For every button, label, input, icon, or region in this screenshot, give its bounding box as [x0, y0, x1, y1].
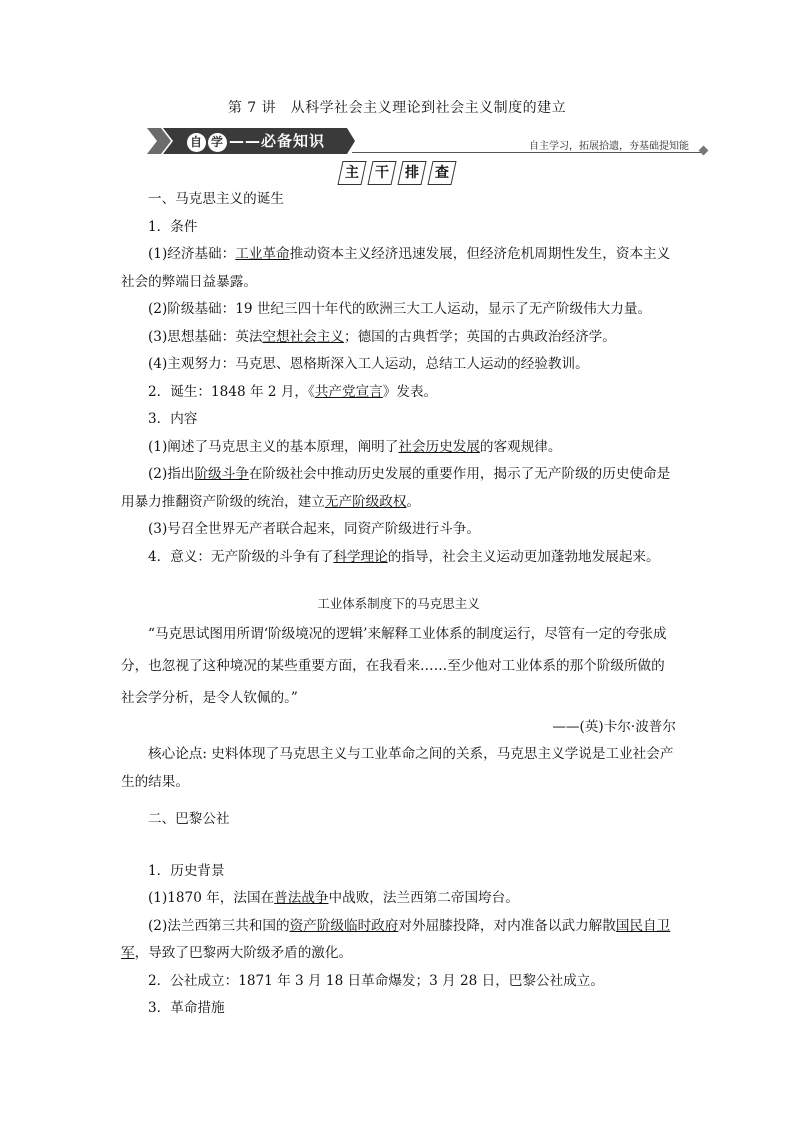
banner-label — [187, 130, 325, 152]
underlined-term: 空想社会主义 — [262, 328, 344, 345]
section-2 — [121, 806, 676, 1023]
quote-block — [121, 590, 676, 796]
subheading: 3．革命措施 — [148, 1000, 225, 1016]
underlined-term: 阶级斗争 — [194, 466, 249, 482]
section-banner — [147, 126, 707, 156]
core-argument: 核心论点: 史料体现了马克思主义与工业革命之间的关系，马克思主义学说是工业社会产生的结果。 — [121, 746, 674, 790]
section-heading: 一、马克思主义的诞生 — [148, 191, 284, 207]
underlined-term: 社会历史发展 — [398, 438, 480, 455]
underlined-term: 共产党宣言 — [314, 383, 383, 400]
banner-divider — [352, 152, 703, 153]
paragraph: (2)法兰西第三共和国的资产阶级临时政府对外屈膝投降，对内准备以武力解散国民自卫军，导致了巴黎两大阶级矛盾的激化。 — [121, 917, 671, 961]
banner-text: ——必备知识 — [229, 132, 326, 150]
diamond-icon — [699, 146, 709, 156]
underlined-term: 普法战争 — [274, 890, 329, 906]
subheading: 1．条件 — [148, 218, 198, 235]
banner-circle-1: 自 — [187, 133, 206, 152]
tab-cha: 查 — [427, 161, 456, 185]
section-tabs — [0, 161, 794, 185]
tab-pai: 排 — [397, 161, 426, 185]
paragraph: (4)主观努力：马克思、恩格斯深入工人运动，总结工人运动的经验教训。 — [148, 356, 589, 372]
paragraph: (2)指出阶级斗争在阶级社会中推动历史发展的重要作用，揭示了无产阶级的历史使命是用暴力推翻资产阶级的统治，建立无产阶级政权。 — [121, 466, 671, 510]
paragraph: 4．意义：无产阶级的斗争有了科学理论的指导，社会主义运动更加蓬勃地发展起来。 — [148, 548, 660, 565]
paragraph: 2．公社成立：1871 年 3 月 18 日革命爆发；3 月 28 日，巴黎公社成立。 — [148, 972, 604, 989]
quote-source: ——(英)卡尔·波普尔 — [552, 718, 676, 735]
subheading: 1．历史背景 — [148, 862, 225, 879]
tab-zhu: 主 — [337, 161, 366, 185]
paragraph: 2．诞生：1848 年 2 月，《共产党宣言》发表。 — [148, 383, 438, 400]
underlined-term: 国民自卫军 — [121, 917, 671, 961]
underlined-term: 资产阶级临时政府 — [289, 917, 399, 934]
quote-text: “马克思试图用所谓‘阶级境况的逻辑’来解释工业体系的制度运行，尽管有一定的夸张成分，也忽视了这种境况的某些重要方面，在我看来……至少他对工业体系的那个阶级所做的社会学分析，是令人钦佩的。” — [121, 625, 667, 706]
underlined-term: 无产阶级政权 — [324, 493, 407, 510]
subheading: 3．内容 — [148, 411, 198, 427]
paragraph: (3)号召全世界无产者联合起来，同资产阶级进行斗争。 — [148, 521, 480, 537]
section-heading: 二、巴黎公社 — [148, 811, 230, 827]
quote-title: 工业体系制度下的马克思主义 — [317, 596, 480, 611]
banner-circle-2: 学 — [208, 133, 227, 152]
paragraph: (1)阐述了马克思主义的基本原理，阐明了社会历史发展的客观规律。 — [148, 438, 562, 455]
lesson-title: 第 7 讲 从科学社会主义理论到社会主义制度的建立 — [227, 100, 567, 116]
underlined-term: 科学理论 — [333, 548, 388, 565]
tab-gan: 干 — [367, 161, 396, 185]
paragraph: (1)经济基础：工业革命推动资本主义经济迅速发展，但经济危机周期性发生，资本主义社会的弊端日益暴露。 — [121, 246, 671, 290]
paragraph: (3)思想基础：英法空想社会主义；德国的古典哲学；英国的古典政治经济学。 — [148, 328, 616, 345]
paragraph: (1)1870 年，法国在普法战争中战败，法兰西第二帝国垮台。 — [148, 890, 519, 906]
paragraph: (2)阶级基础：19 世纪三四十年代的欧洲三大工人运动，显示了无产阶级伟大力量。 — [148, 301, 652, 317]
underlined-term: 工业革命 — [235, 246, 290, 262]
banner-slogan: 自主学习，拓展拾遗，夯基础提知能 — [529, 141, 689, 152]
section-1 — [121, 186, 676, 571]
